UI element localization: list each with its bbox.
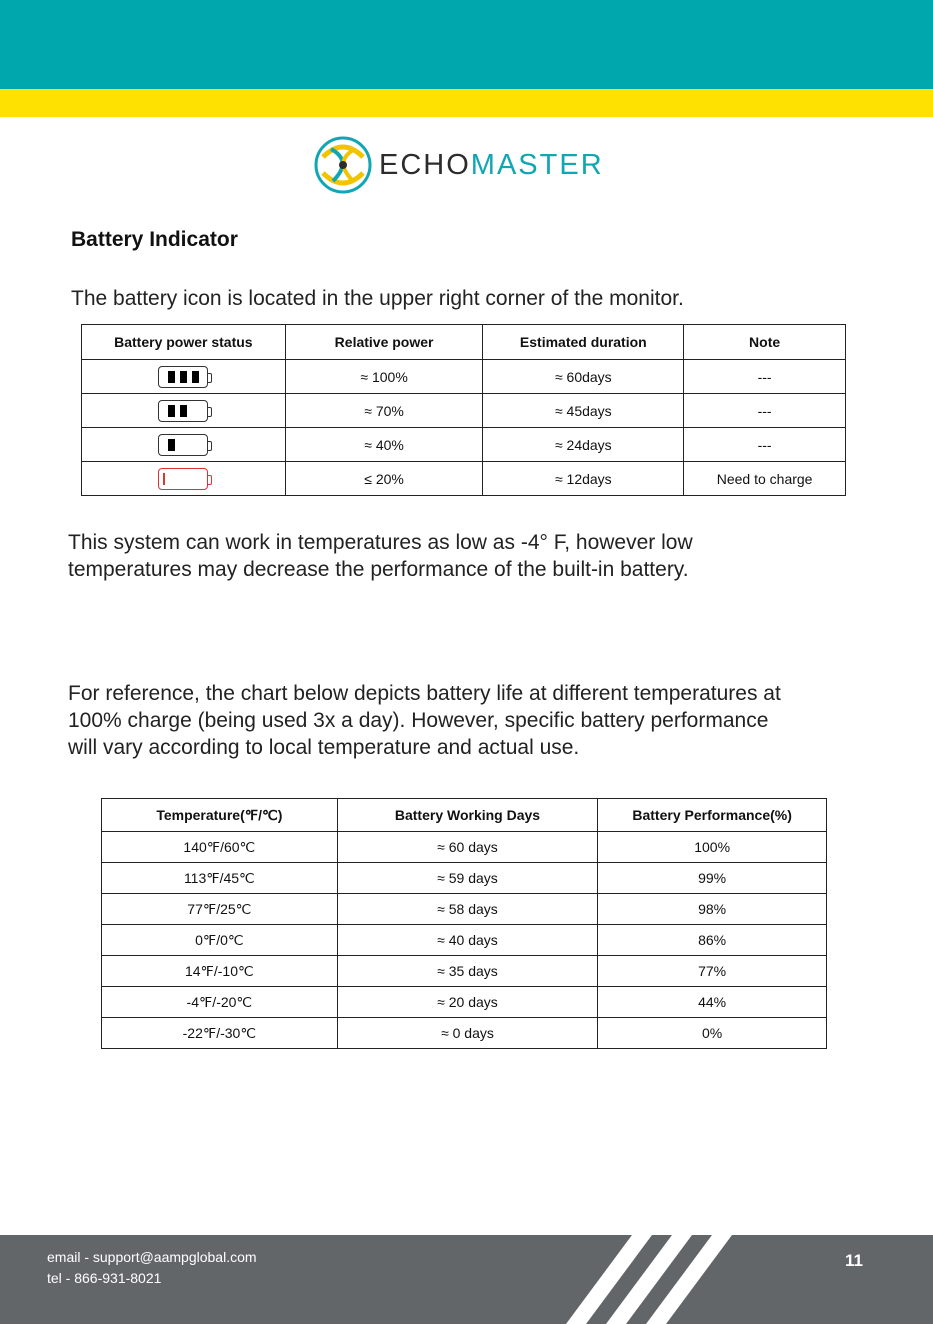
header-teal-band <box>0 0 933 89</box>
working-days-cell: ≈ 20 days <box>337 987 598 1018</box>
page-number: 11 <box>845 1251 863 1270</box>
temperature-note-line-1: This system can work in temperatures as low as -4° F, however low <box>68 531 693 554</box>
reference-text-line-1: For reference, the chart below depicts battery life at different temperatures at <box>68 682 781 705</box>
relative-power-cell: ≈ 70% <box>285 394 483 428</box>
table-row <box>102 832 827 863</box>
battery-status-cell <box>82 360 286 394</box>
relative-power-cell: ≈ 40% <box>285 428 483 462</box>
temperature-cell: 140℉/60℃ <box>102 832 338 863</box>
reference-text-line-3: will vary according to local temperature and actual use. <box>68 736 580 759</box>
table-row <box>102 987 827 1018</box>
table-row <box>82 360 846 394</box>
temperature-cell: -4℉/-20℃ <box>102 987 338 1018</box>
table-row <box>82 428 846 462</box>
battery-full-icon <box>158 366 208 388</box>
column-header: Battery Performance(%) <box>598 799 827 832</box>
battery-status-cell <box>82 428 286 462</box>
column-header: Temperature(℉/℃) <box>102 799 338 832</box>
estimated-duration-cell: ≈ 12days <box>483 462 684 496</box>
relative-power-cell: ≈ 100% <box>285 360 483 394</box>
temperature-note-line-2: temperatures may decrease the performance of the built-in battery. <box>68 558 689 581</box>
battery-one-bar-icon <box>158 434 208 456</box>
logo-echo: ECHO <box>379 148 471 181</box>
estimated-duration-cell: ≈ 24days <box>483 428 684 462</box>
logo-wordmark <box>379 149 604 182</box>
battery-status-cell <box>82 462 286 496</box>
temperature-cell: -22℉/-30℃ <box>102 1018 338 1049</box>
battery-status-cell <box>82 394 286 428</box>
column-header: Battery power status <box>82 325 286 360</box>
performance-cell: 77% <box>598 956 827 987</box>
echomaster-emblem-icon <box>313 135 373 195</box>
table-row <box>82 394 846 428</box>
performance-cell: 98% <box>598 894 827 925</box>
table-row <box>102 925 827 956</box>
echomaster-logo <box>313 133 604 197</box>
working-days-cell: ≈ 35 days <box>337 956 598 987</box>
battery-two-bars-icon <box>158 400 208 422</box>
working-days-cell: ≈ 58 days <box>337 894 598 925</box>
logo-master: MASTER <box>470 148 604 181</box>
footer-email: email - support@aampglobal.com <box>47 1249 257 1265</box>
temperature-cell: 113℉/45℃ <box>102 863 338 894</box>
table-row <box>102 956 827 987</box>
battery-low-icon <box>158 468 208 490</box>
note-cell: --- <box>684 394 846 428</box>
performance-cell: 44% <box>598 987 827 1018</box>
performance-cell: 86% <box>598 925 827 956</box>
temperature-cell: 14℉/-10℃ <box>102 956 338 987</box>
working-days-cell: ≈ 0 days <box>337 1018 598 1049</box>
footer-phone: tel - 866-931-8021 <box>47 1270 162 1286</box>
temperature-cell: 0℉/0℃ <box>102 925 338 956</box>
table-row <box>102 863 827 894</box>
column-header: Estimated duration <box>483 325 684 360</box>
note-cell: --- <box>684 360 846 394</box>
note-cell: --- <box>684 428 846 462</box>
relative-power-cell: ≤ 20% <box>285 462 483 496</box>
estimated-duration-cell: ≈ 45days <box>483 394 684 428</box>
section-heading: Battery Indicator <box>71 228 238 251</box>
table-row <box>102 894 827 925</box>
table-header-row <box>82 325 846 360</box>
performance-cell: 99% <box>598 863 827 894</box>
column-header: Note <box>684 325 846 360</box>
table-row <box>82 462 846 496</box>
performance-cell: 0% <box>598 1018 827 1049</box>
estimated-duration-cell: ≈ 60days <box>483 360 684 394</box>
column-header: Battery Working Days <box>337 799 598 832</box>
intro-text: The battery icon is located in the upper right corner of the monitor. <box>71 287 684 310</box>
working-days-cell: ≈ 59 days <box>337 863 598 894</box>
reference-text-line-2: 100% charge (being used 3x a day). However, specific battery performance <box>68 709 769 732</box>
temperature-performance-table <box>101 798 827 1049</box>
table-row <box>102 1018 827 1049</box>
header-yellow-band <box>0 89 933 117</box>
column-header: Relative power <box>285 325 483 360</box>
temperature-cell: 77℉/25℃ <box>102 894 338 925</box>
working-days-cell: ≈ 40 days <box>337 925 598 956</box>
working-days-cell: ≈ 60 days <box>337 832 598 863</box>
note-cell: Need to charge <box>684 462 846 496</box>
page-footer <box>0 1235 933 1324</box>
battery-status-table <box>81 324 846 496</box>
performance-cell: 100% <box>598 832 827 863</box>
table-header-row <box>102 799 827 832</box>
